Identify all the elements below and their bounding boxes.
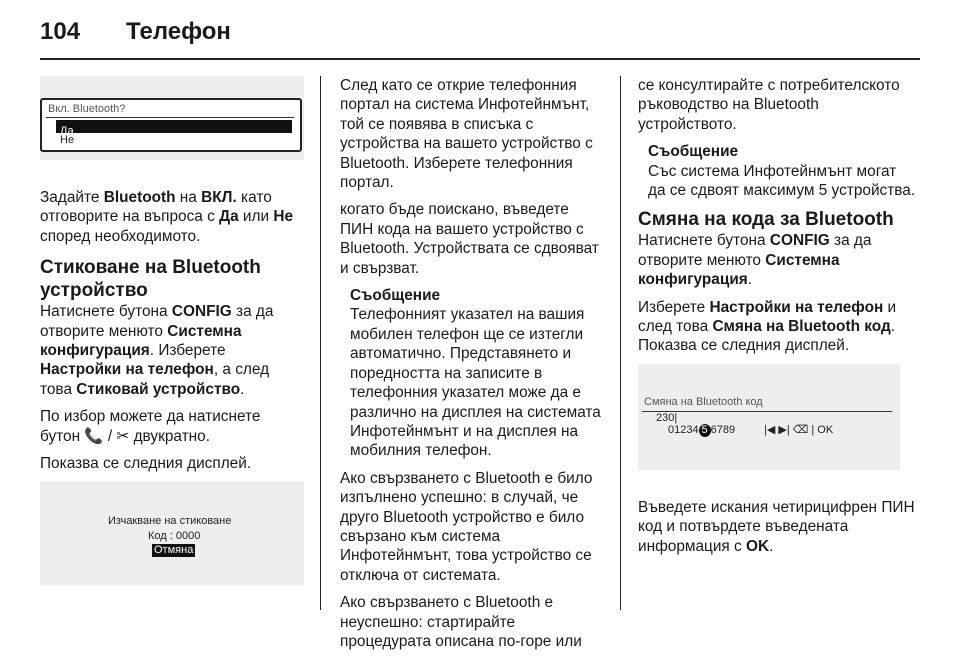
section-heading: Смяна на кода за Bluetooth	[638, 209, 894, 231]
display-line: Изчакване на стиковане	[108, 515, 232, 528]
column-divider	[620, 76, 621, 610]
note-title: Съобщение	[350, 287, 441, 305]
paragraph: Показва се следния дисплей.	[40, 455, 252, 473]
display-frame	[40, 98, 302, 152]
option-yes: Да	[60, 125, 74, 137]
paragraph: Натиснете бутона CONFIG за да отворите менюто Системна конфигурация.	[638, 232, 872, 289]
display-selected-option	[56, 120, 292, 137]
display-screenshot-change-code	[638, 364, 900, 470]
display-title: Вкл. Bluetooth?	[48, 103, 126, 115]
selected-digit: 5	[699, 424, 711, 437]
paragraph: Въведете искания четирицифрен ПИН код и потвърдете въведената информация с OK.	[638, 498, 915, 555]
column-divider	[320, 76, 321, 610]
paragraph: се консултирайте с потребителското ръководство на Bluetooth устройството.	[638, 77, 900, 133]
paragraph: Изберете Настройки на телефон и след това Смяна на Bluetooth код. Показва се следния дисплей.	[638, 298, 897, 355]
digit-selector: 01234 5 6789	[668, 423, 736, 436]
note-title: Съобщение	[648, 143, 739, 161]
paragraph: Ако свързването с Bluetooth е било изпълнено успешно: в случай, че друго Bluetooth устройство е било свързано към система Инфотейнмънт, това устройство се отключа от системата.	[340, 469, 593, 584]
display-rule	[46, 117, 294, 118]
paragraph: Задайте Bluetooth на ВКЛ. като отговорите на въпроса с Да или Не според необходимото.	[40, 189, 294, 245]
note-text: Със система Инфотейнмънт могат да се сдвоят максимум 5 устройства.	[648, 162, 916, 200]
note	[340, 286, 604, 461]
display-rule	[642, 411, 892, 412]
cancel-option: Отмяна	[154, 544, 194, 557]
note	[638, 142, 918, 200]
paragraph: По избор можете да натиснете бутон 📞 / ✂ двукратно.	[40, 408, 261, 445]
display-controls: |◀ ▶| ⌫ | OK	[764, 423, 834, 436]
display-line: Код : 0000	[148, 530, 201, 543]
paragraph: Натиснете бутона CONFIG за да отворите менюто Системна конфигурация. Изберете Настройки на телефон, а след това Стиковай устройство.	[40, 303, 274, 398]
paragraph: Ако свързването с Bluetooth е неуспешно: стартирайте процедурата описана по-горе или	[340, 594, 582, 650]
display-title: Смяна на Bluetooth код	[644, 395, 763, 408]
column-1	[40, 76, 304, 613]
paragraph: когато бъде поискано, въведете ПИН кода на вашето устройство с Bluetooth. Устройствата се сдвояват и свързват.	[340, 201, 599, 277]
chapter-title: Телефон	[126, 18, 231, 45]
page-header	[40, 14, 920, 60]
note-text: Телефонният указател на вашия мобилен телефон ще се изтегли автоматично. Представянето и поредността на записите в телефонния указател може да е различно на дисплея на системата Инфотейнмънт и на дисплея на мобилния телефон.	[350, 306, 601, 460]
section-heading: Стиковане на Bluetooth устройство	[40, 257, 261, 302]
page-number: 104	[40, 18, 81, 45]
mute-icon: ✂	[116, 427, 130, 445]
display-screenshot-pairing	[40, 481, 304, 585]
option-no: Не	[60, 134, 75, 146]
column-2	[340, 76, 604, 659]
column-3	[638, 76, 918, 564]
phone-icon: 📞	[84, 427, 104, 445]
paragraph: След като се открие телефонния портал на система Инфотейнмънт, той се появява в списъка с устройства на вашето устройство с Bluetooth. Изберете телефонния портал.	[340, 77, 593, 192]
display-screenshot-bluetooth-on	[40, 76, 304, 160]
pin-entry: 230|	[656, 411, 678, 424]
